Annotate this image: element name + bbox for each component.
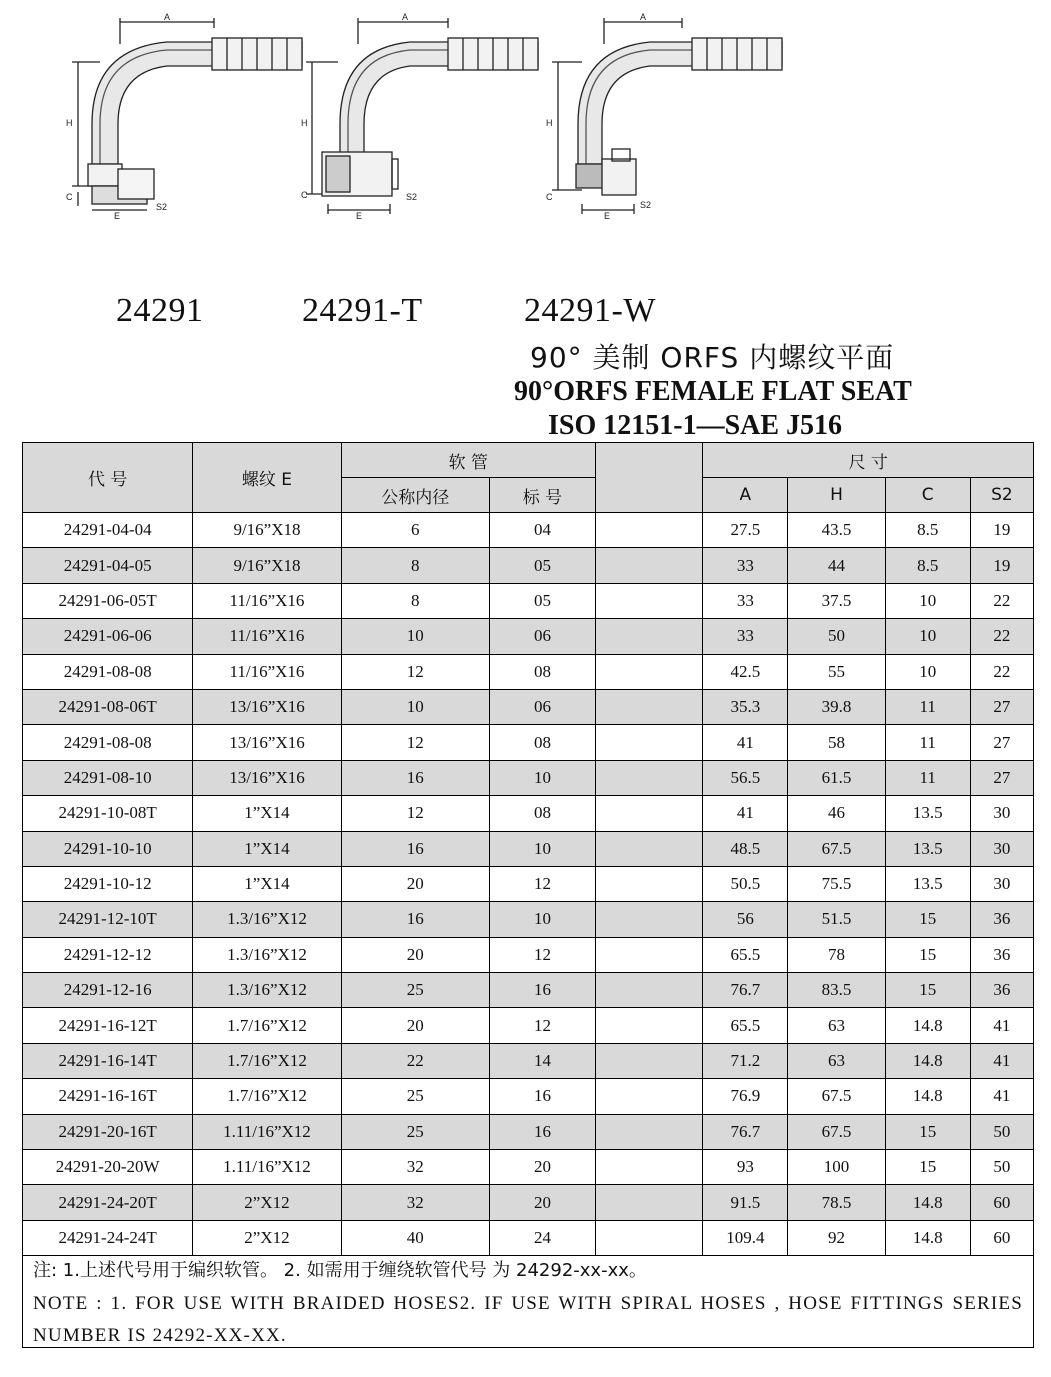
header-row-1 — [23, 443, 1034, 478]
cell-h: 61.5 — [788, 760, 885, 795]
cell-a: 33 — [703, 583, 788, 618]
cell-c: 13.5 — [885, 831, 970, 866]
cell-hose-id: 12 — [341, 654, 489, 689]
cell-blank — [596, 831, 703, 866]
cell-s2: 41 — [970, 1008, 1033, 1043]
cell-hose-mark: 06 — [489, 619, 595, 654]
cell-code: 24291-12-16 — [23, 973, 193, 1008]
dim-h-label: H — [301, 118, 308, 128]
cell-hose-id: 8 — [341, 548, 489, 583]
cell-code: 24291-04-04 — [23, 513, 193, 548]
cell-s2: 27 — [970, 760, 1033, 795]
cell-a: 76.7 — [703, 973, 788, 1008]
cell-c: 11 — [885, 725, 970, 760]
cell-blank — [596, 1079, 703, 1114]
cell-s2: 30 — [970, 866, 1033, 901]
cell-code: 24291-08-06T — [23, 689, 193, 724]
cell-thread: 1”X14 — [193, 866, 341, 901]
cell-a: 56 — [703, 902, 788, 937]
cell-hose-mark: 12 — [489, 866, 595, 901]
table-row — [23, 1114, 1034, 1149]
cell-h: 46 — [788, 796, 885, 831]
cell-c: 11 — [885, 689, 970, 724]
cell-s2: 27 — [970, 725, 1033, 760]
cell-hose-mark: 08 — [489, 725, 595, 760]
dim-h-label: H — [546, 118, 553, 128]
table-row — [23, 902, 1034, 937]
cell-a: 65.5 — [703, 937, 788, 972]
cell-code: 24291-24-20T — [23, 1185, 193, 1220]
cell-code: 24291-06-05T — [23, 583, 193, 618]
cell-code: 24291-24-24T — [23, 1220, 193, 1255]
cell-blank — [596, 654, 703, 689]
cell-s2: 22 — [970, 583, 1033, 618]
table-row — [23, 760, 1034, 795]
cell-code: 24291-16-12T — [23, 1008, 193, 1043]
table-row — [23, 513, 1034, 548]
cell-c: 8.5 — [885, 548, 970, 583]
cell-blank — [596, 796, 703, 831]
cell-hose-mark: 10 — [489, 760, 595, 795]
cell-h: 63 — [788, 1008, 885, 1043]
title-chinese: 90° 美制 ORFS 内螺纹平面 — [530, 341, 895, 374]
cell-code: 24291-10-10 — [23, 831, 193, 866]
cell-h: 78 — [788, 937, 885, 972]
cell-code: 24291-12-10T — [23, 902, 193, 937]
cell-s2: 36 — [970, 937, 1033, 972]
cell-thread: 13/16”X16 — [193, 725, 341, 760]
cell-code: 24291-16-16T — [23, 1079, 193, 1114]
table-row — [23, 973, 1034, 1008]
cell-hose-mark: 12 — [489, 1008, 595, 1043]
cell-h: 39.8 — [788, 689, 885, 724]
product-code-2: 24291-T — [302, 292, 423, 329]
cell-a: 48.5 — [703, 831, 788, 866]
cell-code: 24291-10-08T — [23, 796, 193, 831]
table-row — [23, 1079, 1034, 1114]
cell-blank — [596, 1185, 703, 1220]
cell-hose-id: 25 — [341, 1079, 489, 1114]
header-thread: 螺纹 E — [193, 443, 341, 513]
dim-h-label: H — [66, 118, 73, 128]
header-s2: S2 — [970, 478, 1033, 513]
cell-thread: 2”X12 — [193, 1220, 341, 1255]
cell-blank — [596, 973, 703, 1008]
cell-thread: 1.3/16”X12 — [193, 973, 341, 1008]
cell-code: 24291-08-08 — [23, 654, 193, 689]
table-row — [23, 796, 1034, 831]
cell-a: 27.5 — [703, 513, 788, 548]
cell-thread: 1.11/16”X12 — [193, 1114, 341, 1149]
cell-s2: 36 — [970, 902, 1033, 937]
dim-s2-label: S2 — [156, 202, 168, 212]
cell-h: 92 — [788, 1220, 885, 1255]
cell-thread: 1.11/16”X12 — [193, 1150, 341, 1185]
cell-s2: 19 — [970, 548, 1033, 583]
cell-thread: 1.7/16”X12 — [193, 1043, 341, 1078]
cell-hose-mark: 16 — [489, 1079, 595, 1114]
product-code-1: 24291 — [116, 292, 204, 329]
cell-hose-id: 20 — [341, 937, 489, 972]
table-row — [23, 1150, 1034, 1185]
cell-a: 41 — [703, 796, 788, 831]
cell-c: 15 — [885, 1114, 970, 1149]
cell-blank — [596, 548, 703, 583]
table-row — [23, 1008, 1034, 1043]
cell-thread: 11/16”X16 — [193, 619, 341, 654]
cell-thread: 11/16”X16 — [193, 654, 341, 689]
cell-s2: 50 — [970, 1150, 1033, 1185]
cell-hose-id: 8 — [341, 583, 489, 618]
cell-a: 56.5 — [703, 760, 788, 795]
cell-hose-id: 32 — [341, 1185, 489, 1220]
cell-c: 13.5 — [885, 866, 970, 901]
cell-c: 15 — [885, 973, 970, 1008]
header-hose: 软 管 — [341, 443, 595, 478]
cell-a: 76.9 — [703, 1079, 788, 1114]
cell-hose-mark: 10 — [489, 831, 595, 866]
cell-hose-mark: 12 — [489, 937, 595, 972]
cell-code: 24291-20-16T — [23, 1114, 193, 1149]
dim-e-label: E — [114, 211, 121, 221]
cell-s2: 60 — [970, 1185, 1033, 1220]
cell-a: 91.5 — [703, 1185, 788, 1220]
dim-e-label: E — [356, 211, 363, 221]
cell-blank — [596, 1043, 703, 1078]
cell-a: 41 — [703, 725, 788, 760]
cell-blank — [596, 1114, 703, 1149]
cell-a: 76.7 — [703, 1114, 788, 1149]
cell-blank — [596, 725, 703, 760]
cell-s2: 41 — [970, 1043, 1033, 1078]
title-english: 90°ORFS FEMALE FLAT SEAT — [514, 376, 912, 407]
cell-s2: 27 — [970, 689, 1033, 724]
cell-thread: 1”X14 — [193, 796, 341, 831]
cell-c: 14.8 — [885, 1008, 970, 1043]
cell-a: 71.2 — [703, 1043, 788, 1078]
cell-hose-mark: 10 — [489, 902, 595, 937]
drawing-24291-t — [298, 12, 558, 221]
dim-c-label: C — [301, 190, 308, 200]
cell-c: 8.5 — [885, 513, 970, 548]
cell-s2: 60 — [970, 1220, 1033, 1255]
cell-hose-mark: 04 — [489, 513, 595, 548]
cell-hose-id: 20 — [341, 866, 489, 901]
cell-code: 24291-12-12 — [23, 937, 193, 972]
drawing-24291-w — [542, 12, 802, 221]
cell-c: 13.5 — [885, 796, 970, 831]
cell-s2: 22 — [970, 619, 1033, 654]
cell-code: 24291-16-14T — [23, 1043, 193, 1078]
cell-s2: 41 — [970, 1079, 1033, 1114]
header-hose-mark: 标 号 — [489, 478, 595, 513]
cell-hose-mark: 24 — [489, 1220, 595, 1255]
cell-hose-id: 16 — [341, 902, 489, 937]
cell-thread: 9/16”X18 — [193, 513, 341, 548]
cell-a: 65.5 — [703, 1008, 788, 1043]
table-row — [23, 619, 1034, 654]
cell-thread: 2”X12 — [193, 1185, 341, 1220]
cell-s2: 50 — [970, 1114, 1033, 1149]
header-blank — [596, 443, 703, 513]
cell-code: 24291-06-06 — [23, 619, 193, 654]
cell-hose-mark: 20 — [489, 1185, 595, 1220]
dim-s2-label: S2 — [640, 200, 652, 210]
notes-box — [22, 1250, 1034, 1348]
cell-h: 67.5 — [788, 831, 885, 866]
cell-c: 15 — [885, 1150, 970, 1185]
cell-blank — [596, 902, 703, 937]
cell-c: 14.8 — [885, 1079, 970, 1114]
dim-c-label: C — [546, 192, 553, 202]
cell-a: 93 — [703, 1150, 788, 1185]
cell-hose-id: 25 — [341, 973, 489, 1008]
table-row — [23, 725, 1034, 760]
note-english: NOTE : 1. FOR USE WITH BRAIDED HOSES2. IF USE WITH SPIRAL HOSES , HOSE FITTINGS SERIES NUMBER IS 24292-XX-XX. — [33, 1293, 1023, 1346]
cell-blank — [596, 1150, 703, 1185]
cell-blank — [596, 937, 703, 972]
table-row — [23, 1185, 1034, 1220]
cell-c: 14.8 — [885, 1043, 970, 1078]
cell-hose-id: 25 — [341, 1114, 489, 1149]
cell-c: 11 — [885, 760, 970, 795]
cell-hose-mark: 05 — [489, 548, 595, 583]
cell-h: 55 — [788, 654, 885, 689]
cell-blank — [596, 689, 703, 724]
cell-thread: 9/16”X18 — [193, 548, 341, 583]
cell-h: 75.5 — [788, 866, 885, 901]
table-row — [23, 831, 1034, 866]
cell-blank — [596, 583, 703, 618]
product-code-3: 24291-W — [524, 292, 656, 329]
cell-h: 100 — [788, 1150, 885, 1185]
dim-e-label: E — [604, 211, 611, 221]
table-row — [23, 583, 1034, 618]
cell-hose-mark: 14 — [489, 1043, 595, 1078]
dim-a-label: A — [640, 12, 647, 22]
cell-a: 42.5 — [703, 654, 788, 689]
cell-a: 109.4 — [703, 1220, 788, 1255]
cell-code: 24291-04-05 — [23, 548, 193, 583]
cell-blank — [596, 513, 703, 548]
cell-hose-mark: 16 — [489, 973, 595, 1008]
cell-hose-id: 16 — [341, 760, 489, 795]
cell-code: 24291-20-20W — [23, 1150, 193, 1185]
cell-a: 35.3 — [703, 689, 788, 724]
cell-hose-id: 6 — [341, 513, 489, 548]
cell-h: 67.5 — [788, 1079, 885, 1114]
cell-blank — [596, 619, 703, 654]
cell-blank — [596, 866, 703, 901]
table-row — [23, 1043, 1034, 1078]
cell-s2: 19 — [970, 513, 1033, 548]
table-row — [23, 689, 1034, 724]
cell-h: 51.5 — [788, 902, 885, 937]
spec-table — [22, 442, 1034, 1256]
header-hose-id: 公称内径 — [341, 478, 489, 513]
cell-h: 44 — [788, 548, 885, 583]
cell-h: 83.5 — [788, 973, 885, 1008]
cell-code: 24291-08-10 — [23, 760, 193, 795]
cell-a: 33 — [703, 548, 788, 583]
cell-h: 58 — [788, 725, 885, 760]
cell-hose-mark: 06 — [489, 689, 595, 724]
cell-hose-mark: 08 — [489, 654, 595, 689]
cell-thread: 1.7/16”X12 — [193, 1008, 341, 1043]
cell-thread: 13/16”X16 — [193, 760, 341, 795]
cell-h: 67.5 — [788, 1114, 885, 1149]
cell-c: 14.8 — [885, 1185, 970, 1220]
cell-hose-mark: 16 — [489, 1114, 595, 1149]
cell-h: 43.5 — [788, 513, 885, 548]
cell-hose-mark: 08 — [489, 796, 595, 831]
cell-thread: 1”X14 — [193, 831, 341, 866]
cell-s2: 30 — [970, 831, 1033, 866]
cell-c: 14.8 — [885, 1220, 970, 1255]
table-row — [23, 548, 1034, 583]
cell-hose-id: 20 — [341, 1008, 489, 1043]
dim-s2-label: S2 — [406, 192, 418, 202]
header-a: A — [703, 478, 788, 513]
cell-blank — [596, 1008, 703, 1043]
header-code: 代 号 — [23, 443, 193, 513]
header-h: H — [788, 478, 885, 513]
cell-c: 15 — [885, 902, 970, 937]
dim-a-label: A — [402, 12, 409, 22]
cell-hose-id: 12 — [341, 796, 489, 831]
note-chinese: 注: 1.上述代号用于编织软管。 2. 如需用于缠绕软管代号 为 24292-xx-xx。 — [33, 1260, 647, 1281]
dim-a-label: A — [164, 12, 171, 22]
cell-s2: 36 — [970, 973, 1033, 1008]
dim-c-label: C — [66, 192, 73, 202]
cell-c: 15 — [885, 937, 970, 972]
cell-h: 37.5 — [788, 583, 885, 618]
header-dimensions: 尺 寸 — [703, 443, 1034, 478]
cell-hose-mark: 05 — [489, 583, 595, 618]
cell-hose-id: 10 — [341, 619, 489, 654]
cell-hose-id: 22 — [341, 1043, 489, 1078]
cell-thread: 13/16”X16 — [193, 689, 341, 724]
header-c: C — [885, 478, 970, 513]
cell-h: 63 — [788, 1043, 885, 1078]
cell-hose-mark: 20 — [489, 1150, 595, 1185]
table-row — [23, 654, 1034, 689]
cell-thread: 1.7/16”X12 — [193, 1079, 341, 1114]
cell-a: 50.5 — [703, 866, 788, 901]
cell-hose-id: 10 — [341, 689, 489, 724]
cell-thread: 11/16”X16 — [193, 583, 341, 618]
cell-c: 10 — [885, 654, 970, 689]
cell-s2: 30 — [970, 796, 1033, 831]
drawing-24291 — [52, 12, 312, 221]
cell-hose-id: 40 — [341, 1220, 489, 1255]
cell-blank — [596, 760, 703, 795]
table-row — [23, 937, 1034, 972]
cell-c: 10 — [885, 619, 970, 654]
cell-thread: 1.3/16”X12 — [193, 902, 341, 937]
cell-h: 78.5 — [788, 1185, 885, 1220]
cell-thread: 1.3/16”X12 — [193, 937, 341, 972]
cell-s2: 22 — [970, 654, 1033, 689]
cell-hose-id: 32 — [341, 1150, 489, 1185]
cell-c: 10 — [885, 583, 970, 618]
cell-hose-id: 16 — [341, 831, 489, 866]
cell-code: 24291-08-08 — [23, 725, 193, 760]
cell-hose-id: 12 — [341, 725, 489, 760]
cell-code: 24291-10-12 — [23, 866, 193, 901]
table-row — [23, 866, 1034, 901]
cell-h: 50 — [788, 619, 885, 654]
cell-a: 33 — [703, 619, 788, 654]
standard-title: ISO 12151-1—SAE J516 — [548, 410, 843, 441]
